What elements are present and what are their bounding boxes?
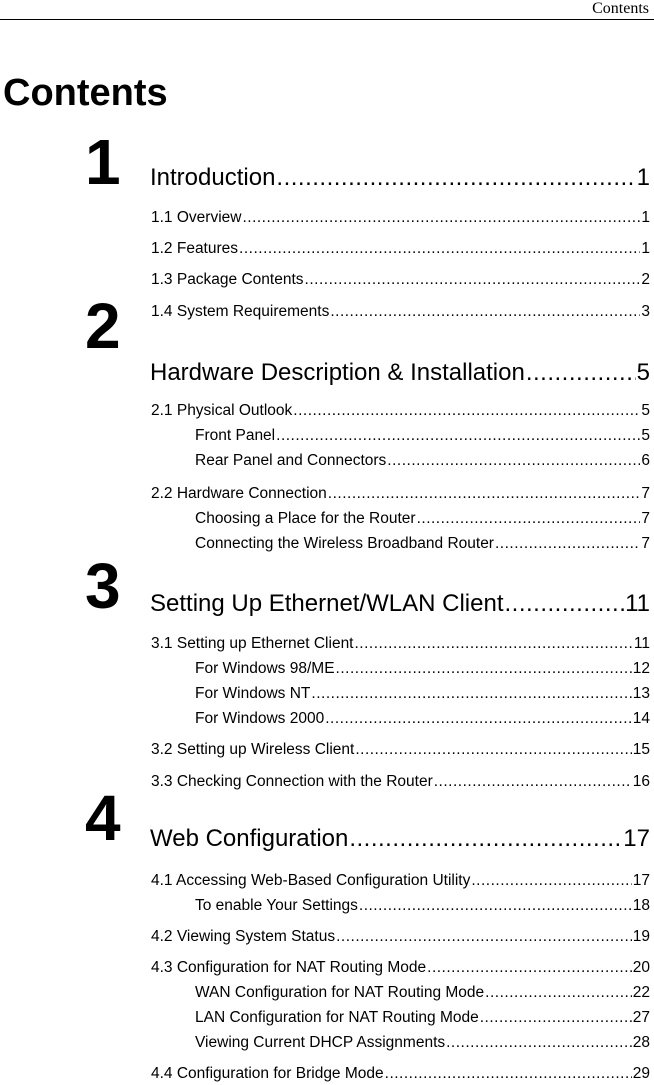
chapter-heading[interactable] [150,164,650,192]
entry-page: 22 [632,984,650,1001]
chapter-title: Web Configuration [150,825,349,852]
toc-entry[interactable] [151,635,650,653]
toc-entry[interactable] [151,959,650,977]
entry-page: 28 [632,1034,650,1051]
toc-entry[interactable] [151,402,650,420]
chapter-number: 2 [85,290,121,362]
leader-dots [336,928,632,946]
leader-dots [355,741,631,759]
toc-entry[interactable] [151,872,650,890]
leader-dots [471,872,631,890]
entry-label: 1.4 System Requirements [151,303,330,320]
toc-entry[interactable] [151,303,650,321]
leader-dots [293,402,640,420]
toc-entry[interactable] [151,271,650,289]
page-number: 1 [636,164,650,191]
toc-subentry[interactable] [195,710,650,728]
leader-dots [349,825,622,853]
entry-page: 29 [632,1065,650,1082]
toc-subentry[interactable] [195,510,650,528]
entry-label: 1.3 Package Contents [151,271,304,288]
toc-subentry[interactable] [195,984,650,1002]
toc-subentry[interactable] [195,427,650,445]
toc-subentry[interactable] [195,685,650,703]
leader-dots [276,164,635,192]
entry-label: Viewing Current DHCP Assignments [195,1034,446,1051]
entry-label: To enable Your Settings [195,897,358,914]
chapter-title: Setting Up Ethernet/WLAN Client [150,590,504,617]
entry-page: 5 [641,402,650,419]
entry-page: 6 [641,452,650,469]
toc-subentry[interactable] [195,452,650,470]
toc-entry[interactable] [151,240,650,258]
entry-page: 1 [641,209,650,226]
entry-page: 1 [641,240,650,257]
leader-dots [446,1034,632,1052]
page-header [0,0,654,20]
chapter-heading[interactable] [150,359,650,387]
entry-label: 3.1 Setting up Ethernet Client [151,635,354,652]
leader-dots [505,590,625,618]
entry-label: 2.1 Physical Outlook [151,402,293,419]
leader-dots [385,1065,632,1083]
header-rule [0,19,654,20]
toc-subentry[interactable] [195,1034,650,1052]
entry-page: 3 [641,303,650,320]
entry-label: 4.1 Accessing Web-Based Configuration Utility [151,872,471,889]
entry-page: 12 [632,660,650,677]
leader-dots [242,209,640,227]
entry-page: 27 [632,1009,650,1026]
leader-dots [495,535,640,553]
entry-label: For Windows 98/ME [195,660,335,677]
toc-entry[interactable] [151,485,650,503]
entry-page: 7 [641,510,650,527]
toc-entry[interactable] [151,773,650,791]
entry-label: 3.3 Checking Connection with the Router [151,773,433,790]
entry-page: 17 [632,872,650,889]
leader-dots [387,452,640,470]
leader-dots [526,359,636,387]
entry-page: 7 [641,485,650,502]
leader-dots [330,303,640,321]
entry-label: Choosing a Place for the Router [195,510,416,527]
entry-page: 2 [641,271,650,288]
entry-label: For Windows NT [195,685,311,702]
entry-page: 5 [641,427,650,444]
entry-label: Front Panel [195,427,276,444]
entry-label: LAN Configuration for NAT Routing Mode [195,1009,479,1026]
entry-label: For Windows 2000 [195,710,325,727]
toc-entry[interactable] [151,928,650,946]
page-number: 17 [623,825,650,852]
entry-page: 16 [632,773,650,790]
toc-entry[interactable] [151,209,650,227]
leader-dots [305,271,641,289]
entry-label: WAN Configuration for NAT Routing Mode [195,984,485,1001]
chapter-heading[interactable] [150,590,650,618]
running-header: Contents [592,0,649,17]
entry-label: 4.4 Configuration for Bridge Mode [151,1065,384,1082]
leader-dots [336,660,632,678]
toc-entry[interactable] [151,1065,650,1083]
entry-label: Connecting the Wireless Broadband Router [195,535,494,552]
leader-dots [427,959,632,977]
entry-page: 14 [632,710,650,727]
leader-dots [480,1009,632,1027]
leader-dots [485,984,632,1002]
toc-subentry[interactable] [195,1009,650,1027]
entry-label: 4.2 Viewing System Status [151,928,336,945]
leader-dots [417,510,641,528]
chapter-number: 1 [85,126,121,198]
leader-dots [325,710,632,728]
page-number: 11 [625,590,650,617]
entry-page: 11 [633,635,650,652]
entry-label: 1.2 Features [151,240,239,257]
chapter-number: 3 [85,550,121,622]
entry-page: 13 [632,685,650,702]
chapter-number: 4 [85,782,121,854]
entry-label: Rear Panel and Connectors [195,452,387,469]
toc-subentry[interactable] [195,660,650,678]
entry-page: 7 [641,535,650,552]
entry-label: 3.2 Setting up Wireless Client [151,741,355,758]
entry-page: 20 [632,959,650,976]
leader-dots [311,685,631,703]
toc-subentry[interactable] [195,897,650,915]
entry-page: 18 [632,897,650,914]
leader-dots [434,773,632,791]
leader-dots [276,427,640,445]
entry-page: 19 [632,928,650,945]
chapter-title: Hardware Description & Installation [150,359,525,386]
leader-dots [328,485,641,503]
toc-entry[interactable] [151,741,650,759]
entry-label: 2.2 Hardware Connection [151,485,327,502]
leader-dots [239,240,640,258]
chapter-heading[interactable] [150,825,650,853]
page-number: 5 [636,359,650,386]
leader-dots [359,897,632,915]
chapter-title: Introduction [150,164,276,191]
entry-page: 15 [632,741,650,758]
toc-subentry[interactable] [195,535,650,553]
page-title: Contents [3,72,168,114]
entry-label: 4.3 Configuration for NAT Routing Mode [151,959,427,976]
leader-dots [355,635,633,653]
entry-label: 1.1 Overview [151,209,242,226]
